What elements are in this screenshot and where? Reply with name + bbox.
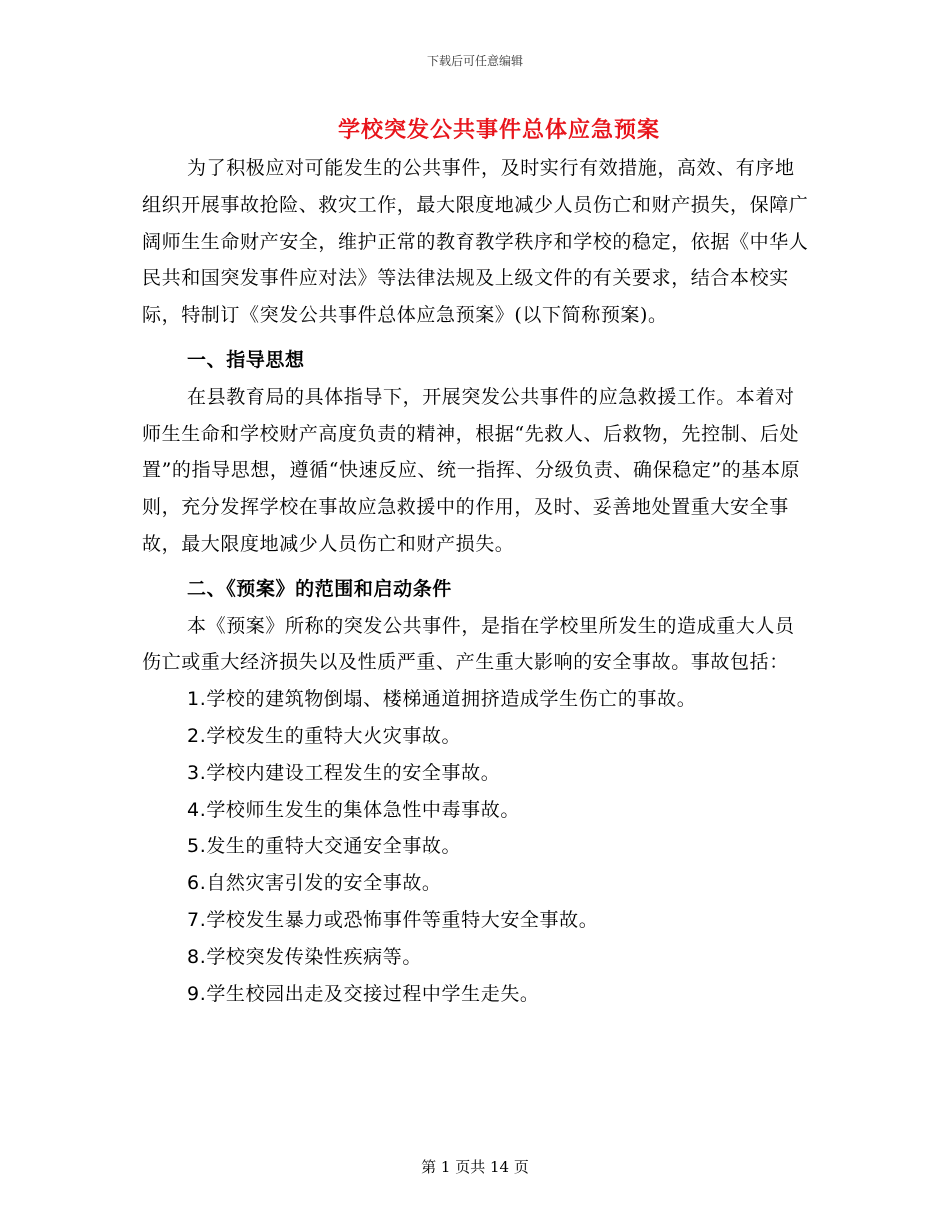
list-item-number: 7. [187,908,207,931]
list-item-number: 4. [187,798,207,821]
list-item [142,718,810,755]
list-item-text: 自然灾害引发的安全事故。 [206,872,442,895]
list-item-text: 发生的重特大交通安全事故。 [206,835,462,858]
list-item [142,792,810,829]
incident-list [142,681,810,1012]
list-item-text: 学校发生暴力或恐怖事件等重特大安全事故。 [206,908,599,931]
list-item-number: 5. [187,835,207,858]
list-item [142,755,810,792]
intro-paragraph: 为了积极应对可能发生的公共事件，及时实行有效措施，高效、有序地组织开展事故抢险、救灾工作，最大限度地减少人员伤亡和财产损失，保障广阔师生生命财产安全，维护正常的教育教学秩序和学校的稳定，依据《中华人民共和国突发事件应对法》等法律法规及上级文件的有关要求，结合本校实际，特制订《突发公共事件总体应急预案》(以下简称预案)。 [142,157,809,327]
list-item-text: 学校突发传染性疾病等。 [206,945,422,968]
list-item-text: 学校的建筑物倒塌、楼梯通道拥挤造成学生伤亡的事故。 [206,688,697,711]
list-item [142,902,810,939]
document-body [142,150,810,1012]
document-title: 学校突发公共事件总体应急预案 [337,117,660,143]
section-body-guiding-ideology: 在县教育局的具体指导下，开展突发公共事件的应急救援工作。本着对师生生命和学校财产高度负责的精神，根据“先救人、后救物，先控制、后处置”的指导思想，遵循“快速反应、统一指挥、分级负责、确保稳定”的基本原则，充分发挥学校在事故应急救援中的作用，及时、妥善地处置重大安全事故，最大限度地减少人员伤亡和财产损失。 [142,385,801,555]
list-item [142,976,810,1013]
list-item-text: 学生校园出走及交接过程中学生走失。 [206,982,540,1005]
section-heading-guiding-ideology: 一、指导思想 [187,348,305,371]
list-item-text: 学校内建设工程发生的安全事故。 [206,761,501,784]
section-heading-scope: 二、《预案》的范围和启动条件 [187,577,452,600]
list-item-text: 学校师生发生的集体急性中毒事故。 [206,798,520,821]
list-item [142,828,810,865]
list-item [142,681,810,718]
list-item [142,865,810,902]
list-item [142,939,810,976]
header-note: 下载后可任意编辑 [426,54,523,68]
list-item-number: 3. [187,761,207,784]
list-item-number: 9. [187,982,207,1005]
list-item-number: 2. [187,724,207,747]
list-item-number: 6. [187,872,207,895]
section-body-scope: 本《预案》所称的突发公共事件，是指在学校里所发生的造成重大人员伤亡或重大经济损失以及性质严重、产生重大影响的安全事故。事故包括： [142,614,795,674]
page-number-footer: 第 1 页共 14 页 [421,1158,529,1176]
list-item-number: 1. [187,688,207,711]
list-item-text: 学校发生的重特大火灾事故。 [206,724,462,747]
list-item-number: 8. [187,945,207,968]
